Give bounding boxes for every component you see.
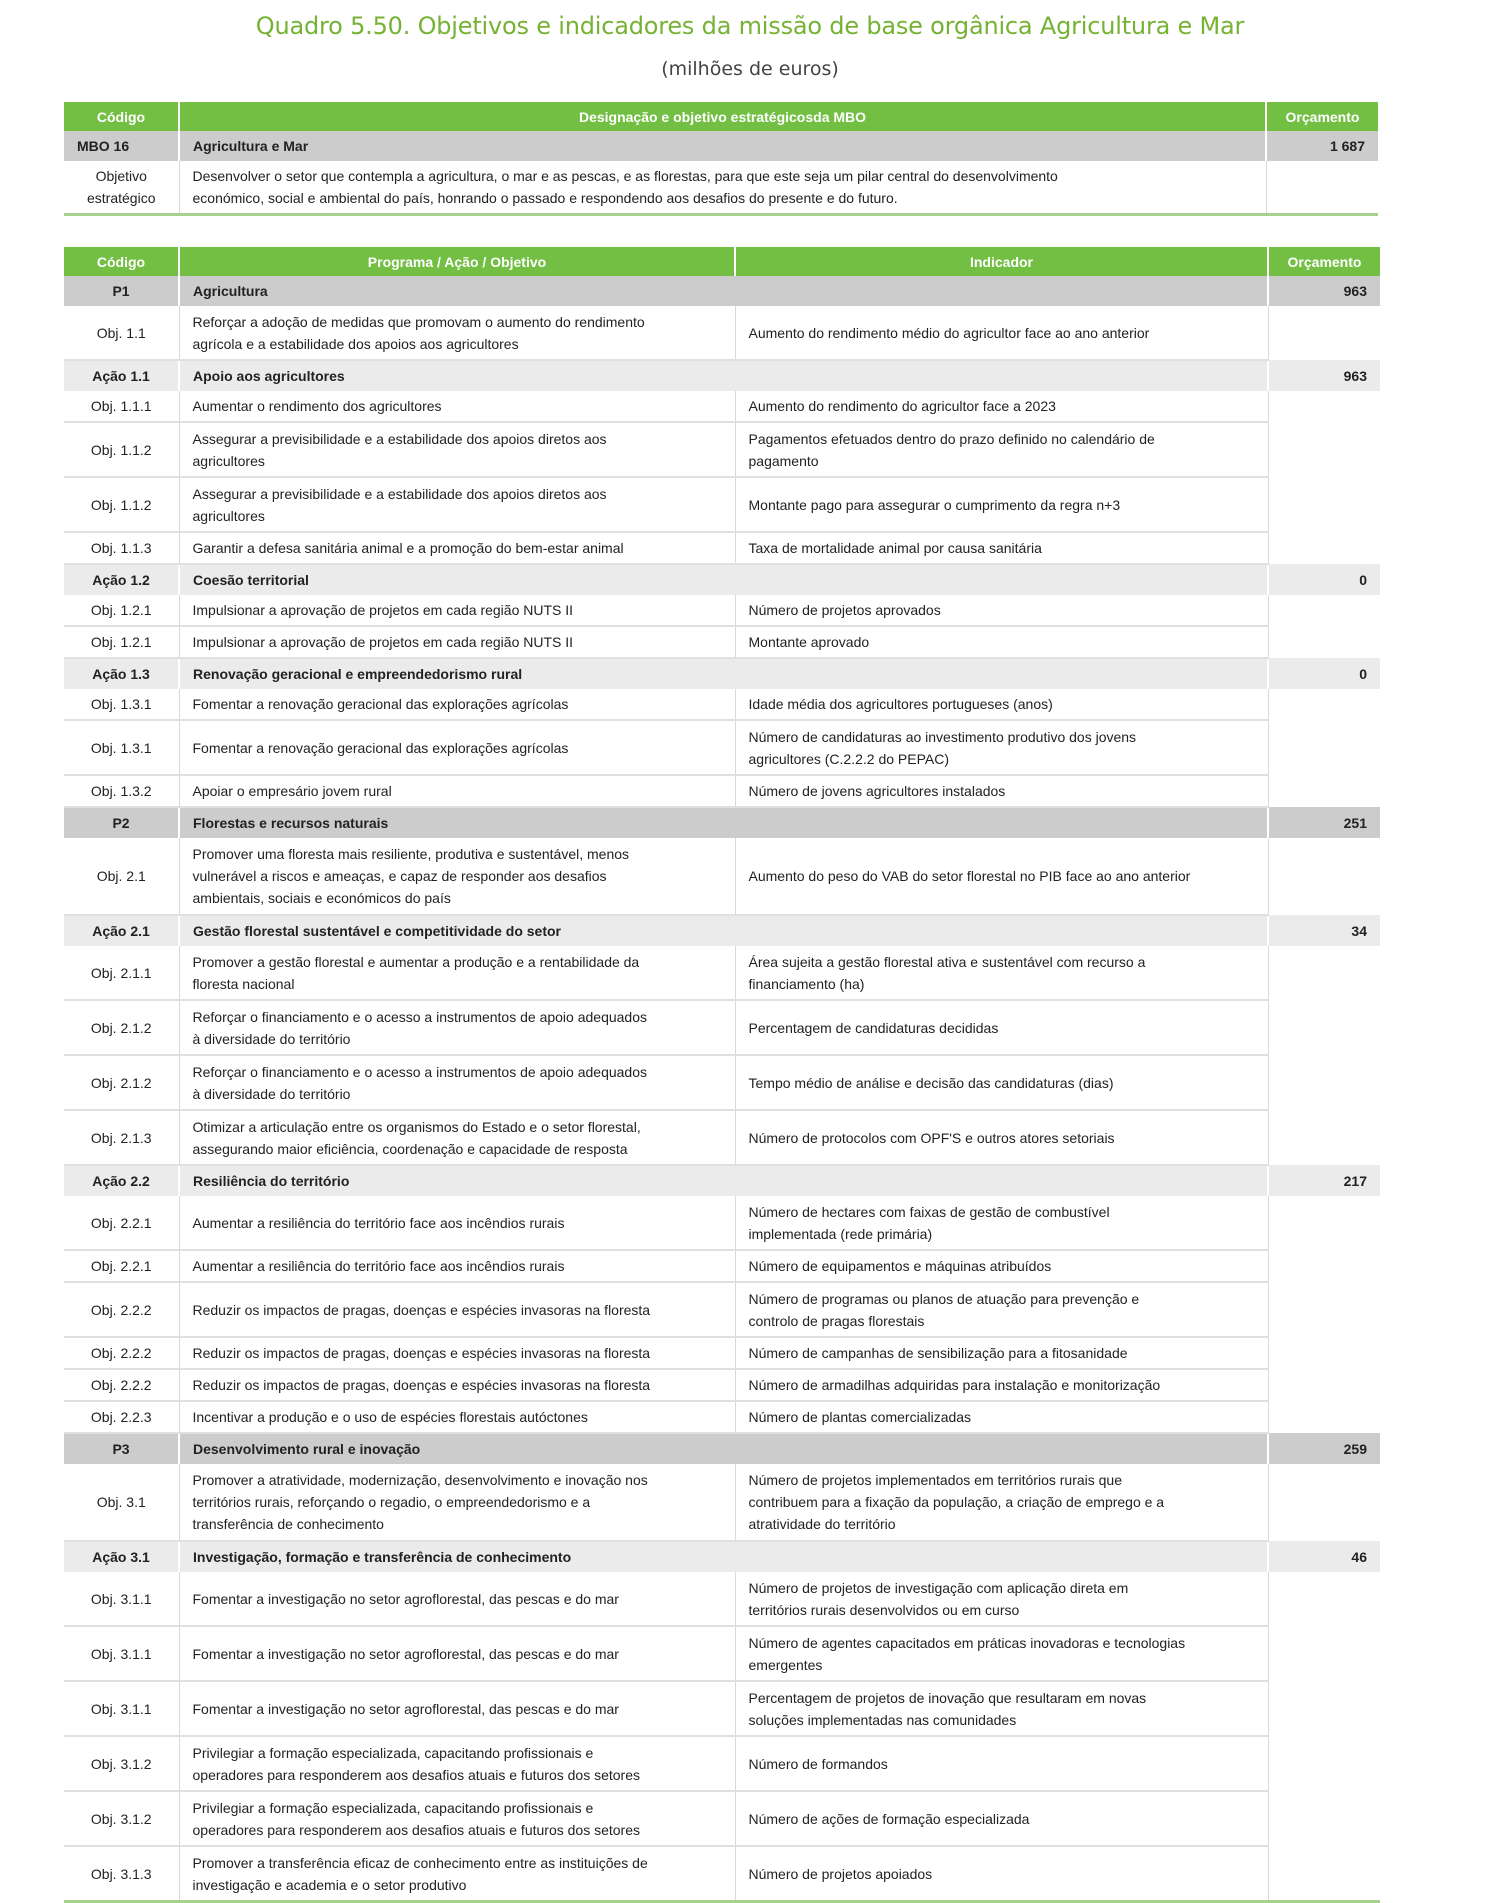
objective-text: Promover uma floresta mais resiliente, produtiva e sustentável, menos vulnerável a riscos e ameaças, e capaz de responder aos desafios ambientais, sociais e económicos do país xyxy=(179,838,735,915)
mbo-objective-row xyxy=(64,161,1378,215)
objective-row xyxy=(64,595,1380,626)
objective-code: Obj. 1.2.1 xyxy=(64,626,179,658)
acao-budget: 217 xyxy=(1268,1165,1380,1196)
objective-text: Aumentar a resiliência do território face aos incêndios rurais xyxy=(179,1250,735,1282)
objective-row xyxy=(64,477,1380,532)
main-table-body xyxy=(64,276,1380,1902)
objective-code: Obj. 3.1.2 xyxy=(64,1791,179,1846)
indicator-text: Número de armadilhas adquiridas para instalação e monitorização xyxy=(735,1369,1268,1401)
indicator-text: Número de agentes capacitados em práticas inovadoras e tecnologias emergentes xyxy=(735,1626,1268,1681)
objective-code: Obj. 2.2.1 xyxy=(64,1196,179,1250)
header-orcamento: Orçamento xyxy=(1268,247,1380,276)
mbo-row xyxy=(64,131,1378,161)
objective-budget-empty xyxy=(1268,1196,1380,1250)
objective-code: Obj. 1.3.2 xyxy=(64,775,179,807)
indicator-text: Número de projetos de investigação com aplicação direta em territórios rurais desenvolvidos ou em curso xyxy=(735,1572,1268,1626)
objective-text: Fomentar a investigação no setor agroflorestal, das pescas e do mar xyxy=(179,1626,735,1681)
objective-code: Obj. 1.1 xyxy=(64,306,179,360)
objective-row xyxy=(64,1196,1380,1250)
programa-budget: 963 xyxy=(1268,276,1380,306)
mbo-name: Agricultura e Mar xyxy=(179,131,1266,161)
objective-budget-empty xyxy=(1268,1572,1380,1626)
objective-row xyxy=(64,1626,1380,1681)
objective-text: Fomentar a renovação geracional das explorações agrícolas xyxy=(179,720,735,775)
objective-row xyxy=(64,306,1380,360)
objective-text: Privilegiar a formação especializada, capacitando profissionais e operadores para responderem aos desafios atuais e futuros dos setores xyxy=(179,1736,735,1791)
objective-row xyxy=(64,689,1380,720)
objective-text: Incentivar a produção e o uso de espécies florestais autóctones xyxy=(179,1401,735,1433)
objective-budget-empty xyxy=(1268,838,1380,915)
programa-name: Agricultura xyxy=(179,276,1268,306)
indicator-text: Número de formandos xyxy=(735,1736,1268,1791)
objective-code: Obj. 2.1.3 xyxy=(64,1110,179,1165)
objective-code: Obj. 3.1.2 xyxy=(64,1736,179,1791)
objective-code: Obj. 2.2.1 xyxy=(64,1250,179,1282)
objective-budget-empty xyxy=(1268,1282,1380,1337)
objective-budget-empty xyxy=(1268,306,1380,360)
programa-row xyxy=(64,807,1380,838)
objective-budget-empty xyxy=(1268,1055,1380,1110)
indicator-text: Montante aprovado xyxy=(735,626,1268,658)
indicator-text: Percentagem de candidaturas decididas xyxy=(735,1000,1268,1055)
objective-text: Reforçar o financiamento e o acesso a instrumentos de apoio adequados à diversidade do território xyxy=(179,1000,735,1055)
objective-budget-empty xyxy=(1268,595,1380,626)
indicator-text: Número de projetos implementados em territórios rurais que contribuem para a fixação da população, a criação de emprego e a atratividade do território xyxy=(735,1464,1268,1541)
acao-row xyxy=(64,360,1380,391)
objective-row xyxy=(64,775,1380,807)
programa-code: P1 xyxy=(64,276,179,306)
objective-code: Obj. 3.1 xyxy=(64,1464,179,1541)
objective-row xyxy=(64,1055,1380,1110)
acao-row xyxy=(64,915,1380,946)
indicator-text: Área sujeita a gestão florestal ativa e sustentável com recurso a financiamento (ha) xyxy=(735,946,1268,1000)
objective-budget-empty xyxy=(1268,946,1380,1000)
objective-row xyxy=(64,1572,1380,1626)
objective-code: Obj. 2.1 xyxy=(64,838,179,915)
objective-text: Aumentar a resiliência do território face aos incêndios rurais xyxy=(179,1196,735,1250)
objective-text: Reduzir os impactos de pragas, doenças e espécies invasoras na floresta xyxy=(179,1369,735,1401)
indicator-text: Número de protocolos com OPF'S e outros atores setoriais xyxy=(735,1110,1268,1165)
objective-code: Obj. 1.1.2 xyxy=(64,477,179,532)
objective-row xyxy=(64,1250,1380,1282)
objective-row xyxy=(64,391,1380,422)
indicator-text: Aumento do rendimento médio do agricultor face ao ano anterior xyxy=(735,306,1268,360)
main-table-header xyxy=(64,247,1380,276)
indicator-text: Número de plantas comercializadas xyxy=(735,1401,1268,1433)
acao-budget: 963 xyxy=(1268,360,1380,391)
acao-row xyxy=(64,658,1380,689)
objective-budget-empty xyxy=(1268,1000,1380,1055)
acao-budget: 0 xyxy=(1268,564,1380,595)
objective-budget-empty xyxy=(1268,775,1380,807)
acao-name: Resiliência do território xyxy=(179,1165,1268,1196)
objective-budget-empty xyxy=(1268,1736,1380,1791)
objective-text: Garantir a defesa sanitária animal e a promoção do bem-estar animal xyxy=(179,532,735,564)
objective-row xyxy=(64,1401,1380,1433)
objective-budget-empty xyxy=(1268,626,1380,658)
objective-budget-empty xyxy=(1268,720,1380,775)
objective-code: Obj. 1.1.3 xyxy=(64,532,179,564)
objective-row xyxy=(64,626,1380,658)
objective-row xyxy=(64,422,1380,477)
indicator-text: Número de hectares com faixas de gestão de combustível implementada (rede primária) xyxy=(735,1196,1268,1250)
programa-code: P3 xyxy=(64,1433,179,1464)
objective-code: Obj. 2.1.2 xyxy=(64,1055,179,1110)
acao-code: Ação 3.1 xyxy=(64,1541,179,1572)
objective-text: Promover a transferência eficaz de conhecimento entre as instituições de investigação e academia e o setor produtivo xyxy=(179,1846,735,1902)
page-title: Quadro 5.50. Objetivos e indicadores da missão de base orgânica Agricultura e Mar xyxy=(255,12,1245,40)
objective-text: Assegurar a previsibilidade e a estabilidade dos apoios diretos aos agricultores xyxy=(179,422,735,477)
objective-code: Obj. 2.2.2 xyxy=(64,1337,179,1369)
mbo-budget: 1 687 xyxy=(1266,131,1378,161)
objective-budget-empty xyxy=(1268,1401,1380,1433)
acao-row xyxy=(64,564,1380,595)
objective-budget-empty xyxy=(1268,422,1380,477)
objective-text: Aumentar o rendimento dos agricultores xyxy=(179,391,735,422)
objective-text: Apoiar o empresário jovem rural xyxy=(179,775,735,807)
objective-row xyxy=(64,1282,1380,1337)
objective-text: Otimizar a articulação entre os organismos do Estado e o setor florestal, assegurando maior eficiência, coordenação e capacidade de resposta xyxy=(179,1110,735,1165)
objective-label: Objetivo estratégico xyxy=(64,161,179,215)
indicator-text: Número de programas ou planos de atuação para prevenção e controlo de pragas florestais xyxy=(735,1282,1268,1337)
objective-row xyxy=(64,532,1380,564)
programa-name: Florestas e recursos naturais xyxy=(179,807,1268,838)
objective-code: Obj. 1.3.1 xyxy=(64,720,179,775)
objective-row xyxy=(64,1337,1380,1369)
objective-text: Promover a gestão florestal e aumentar a produção e a rentabilidade da floresta nacional xyxy=(179,946,735,1000)
indicator-text: Aumento do rendimento do agricultor face a 2023 xyxy=(735,391,1268,422)
objective-budget-empty xyxy=(1266,161,1378,215)
objective-code: Obj. 3.1.3 xyxy=(64,1846,179,1902)
mbo-table-header xyxy=(64,102,1378,131)
objective-row xyxy=(64,946,1380,1000)
objective-row xyxy=(64,1464,1380,1541)
acao-code: Ação 2.2 xyxy=(64,1165,179,1196)
objective-text: Reforçar a adoção de medidas que promovam o aumento do rendimento agrícola e a estabilidade dos apoios aos agricultores xyxy=(179,306,735,360)
objective-code: Obj. 1.1.1 xyxy=(64,391,179,422)
header-designacao: Designação e objetivo estratégicosda MBO xyxy=(179,102,1266,131)
objective-budget-empty xyxy=(1268,477,1380,532)
objective-row xyxy=(64,1369,1380,1401)
objective-text: Reforçar o financiamento e o acesso a instrumentos de apoio adequados à diversidade do território xyxy=(179,1055,735,1110)
objective-budget-empty xyxy=(1268,1369,1380,1401)
objective-row xyxy=(64,1000,1380,1055)
objective-code: Obj. 2.2.3 xyxy=(64,1401,179,1433)
objective-row xyxy=(64,1681,1380,1736)
objective-budget-empty xyxy=(1268,1464,1380,1541)
objective-budget-empty xyxy=(1268,391,1380,422)
programa-row xyxy=(64,276,1380,306)
objective-text: Impulsionar a aprovação de projetos em cada região NUTS II xyxy=(179,595,735,626)
objective-code: Obj. 1.1.2 xyxy=(64,422,179,477)
header-orcamento: Orçamento xyxy=(1266,102,1378,131)
objective-code: Obj. 2.1.2 xyxy=(64,1000,179,1055)
acao-budget: 46 xyxy=(1268,1541,1380,1572)
acao-code: Ação 2.1 xyxy=(64,915,179,946)
indicator-text: Número de projetos aprovados xyxy=(735,595,1268,626)
objective-row xyxy=(64,1846,1380,1902)
acao-code: Ação 1.1 xyxy=(64,360,179,391)
objective-budget-empty xyxy=(1268,1626,1380,1681)
objective-budget-empty xyxy=(1268,1110,1380,1165)
objective-text: Privilegiar a formação especializada, capacitando profissionais e operadores para responderem aos desafios atuais e futuros dos setores xyxy=(179,1791,735,1846)
objective-text: Reduzir os impactos de pragas, doenças e espécies invasoras na floresta xyxy=(179,1282,735,1337)
acao-name: Gestão florestal sustentável e competitividade do setor xyxy=(179,915,1268,946)
programa-budget: 259 xyxy=(1268,1433,1380,1464)
header-codigo: Código xyxy=(64,247,179,276)
indicator-text: Número de jovens agricultores instalados xyxy=(735,775,1268,807)
acao-name: Renovação geracional e empreendedorismo rural xyxy=(179,658,1268,689)
objective-row xyxy=(64,1791,1380,1846)
indicator-text: Número de equipamentos e máquinas atribuídos xyxy=(735,1250,1268,1282)
objective-text: Impulsionar a aprovação de projetos em cada região NUTS II xyxy=(179,626,735,658)
objective-text: Fomentar a investigação no setor agroflorestal, das pescas e do mar xyxy=(179,1572,735,1626)
objective-code: Obj. 2.1.1 xyxy=(64,946,179,1000)
acao-name: Coesão territorial xyxy=(179,564,1268,595)
indicator-text: Número de projetos apoiados xyxy=(735,1846,1268,1902)
objective-code: Obj. 2.2.2 xyxy=(64,1282,179,1337)
mbo-table xyxy=(64,102,1378,216)
programa-name: Desenvolvimento rural e inovação xyxy=(179,1433,1268,1464)
objective-text: Fomentar a investigação no setor agroflorestal, das pescas e do mar xyxy=(179,1681,735,1736)
header-indicador: Indicador xyxy=(735,247,1268,276)
objective-text: Desenvolver o setor que contempla a agricultura, o mar e as pescas, e as florestas, para que este seja um pilar central do desenvolvimento económico, social e ambiental do país, honrando o passado e respondendo aos desafios do presente e do futuro. xyxy=(179,161,1266,215)
indicator-text: Idade média dos agricultores portugueses (anos) xyxy=(735,689,1268,720)
objective-code: Obj. 3.1.1 xyxy=(64,1572,179,1626)
objective-budget-empty xyxy=(1268,689,1380,720)
objective-text: Fomentar a renovação geracional das explorações agrícolas xyxy=(179,689,735,720)
objective-row xyxy=(64,720,1380,775)
objective-code: Obj. 3.1.1 xyxy=(64,1626,179,1681)
page-subtitle: (milhões de euros) xyxy=(661,58,839,80)
indicator-text: Número de ações de formação especializada xyxy=(735,1791,1268,1846)
indicator-text: Pagamentos efetuados dentro do prazo definido no calendário de pagamento xyxy=(735,422,1268,477)
objective-budget-empty xyxy=(1268,1791,1380,1846)
indicator-text: Montante pago para assegurar o cumprimento da regra n+3 xyxy=(735,477,1268,532)
objective-row xyxy=(64,1110,1380,1165)
objective-budget-empty xyxy=(1268,1337,1380,1369)
objective-text: Promover a atratividade, modernização, desenvolvimento e inovação nos territórios rurais, reforçando o regadio, o empreendedorismo e a transferência de conhecimento xyxy=(179,1464,735,1541)
header-programa: Programa / Ação / Objetivo xyxy=(179,247,735,276)
indicator-text: Aumento do peso do VAB do setor florestal no PIB face ao ano anterior xyxy=(735,838,1268,915)
indicator-text: Tempo médio de análise e decisão das candidaturas (dias) xyxy=(735,1055,1268,1110)
mbo-code: MBO 16 xyxy=(64,131,179,161)
objective-code: Obj. 3.1.1 xyxy=(64,1681,179,1736)
acao-name: Apoio aos agricultores xyxy=(179,360,1268,391)
indicator-text: Número de campanhas de sensibilização para a fitosanidade xyxy=(735,1337,1268,1369)
objective-text: Assegurar a previsibilidade e a estabilidade dos apoios diretos aos agricultores xyxy=(179,477,735,532)
acao-row xyxy=(64,1165,1380,1196)
indicator-text: Percentagem de projetos de inovação que resultaram em novas soluções implementadas nas comunidades xyxy=(735,1681,1268,1736)
objective-code: Obj. 1.3.1 xyxy=(64,689,179,720)
objective-row xyxy=(64,838,1380,915)
objective-text: Reduzir os impactos de pragas, doenças e espécies invasoras na floresta xyxy=(179,1337,735,1369)
programa-budget: 251 xyxy=(1268,807,1380,838)
indicator-text: Número de candidaturas ao investimento produtivo dos jovens agricultores (C.2.2.2 do PEPAC) xyxy=(735,720,1268,775)
objective-budget-empty xyxy=(1268,532,1380,564)
indicator-text: Taxa de mortalidade animal por causa sanitária xyxy=(735,532,1268,564)
acao-name: Investigação, formação e transferência de conhecimento xyxy=(179,1541,1268,1572)
programa-code: P2 xyxy=(64,807,179,838)
objective-budget-empty xyxy=(1268,1250,1380,1282)
header-codigo: Código xyxy=(64,102,179,131)
acao-budget: 34 xyxy=(1268,915,1380,946)
objective-budget-empty xyxy=(1268,1681,1380,1736)
main-table xyxy=(64,247,1380,1903)
acao-code: Ação 1.3 xyxy=(64,658,179,689)
objective-row xyxy=(64,1736,1380,1791)
objective-budget-empty xyxy=(1268,1846,1380,1902)
acao-row xyxy=(64,1541,1380,1572)
objective-code: Obj. 2.2.2 xyxy=(64,1369,179,1401)
acao-budget: 0 xyxy=(1268,658,1380,689)
programa-row xyxy=(64,1433,1380,1464)
objective-code: Obj. 1.2.1 xyxy=(64,595,179,626)
acao-code: Ação 1.2 xyxy=(64,564,179,595)
